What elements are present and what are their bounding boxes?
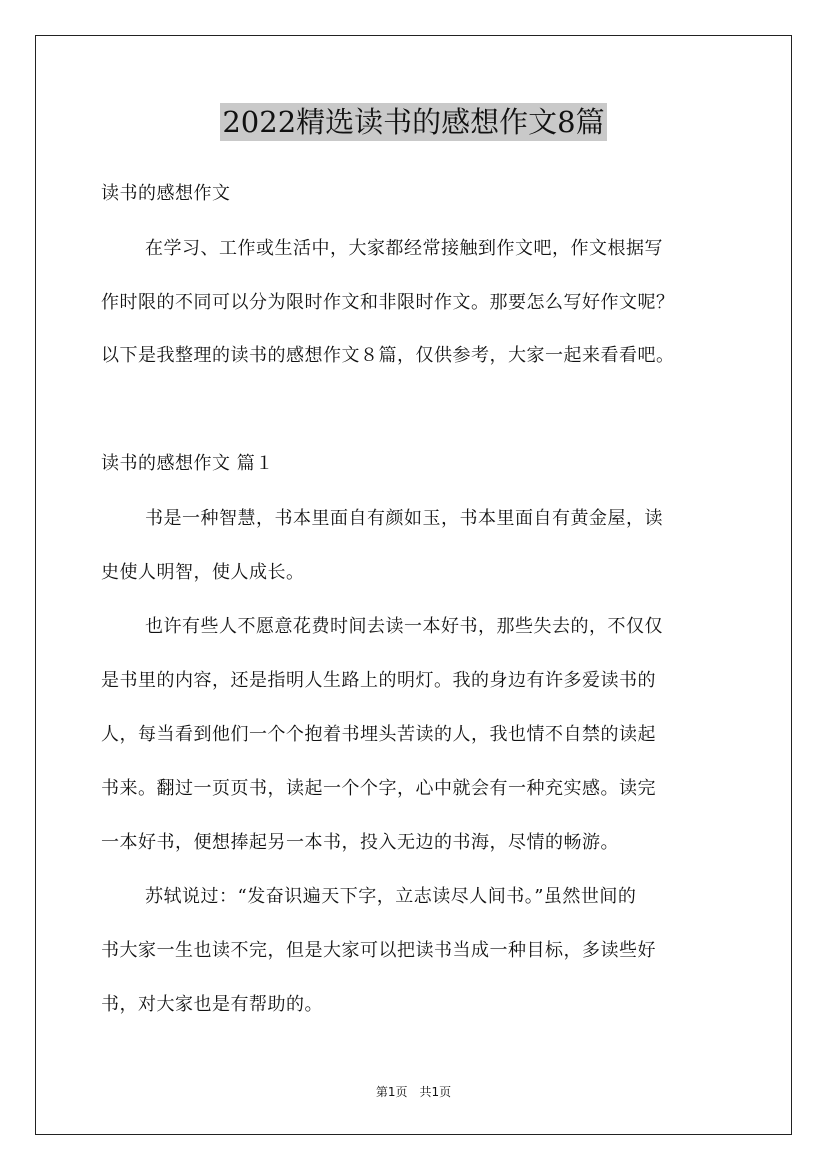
title-container [0, 103, 827, 141]
page-number-footer: 第1页 共1页 [375, 1085, 452, 1099]
intro-line: 作时限的不同可以分为限时作文和非限时作文。那要怎么写好作文呢？ [101, 292, 675, 313]
intro-line: 以下是我整理的读书的感想作文８篇，仅供参考，大家一起来看看吧。 [101, 345, 675, 366]
paragraph-line: 书来。翻过一页页书，读起一个个字，心中就会有一种充实感。读完 [101, 778, 656, 799]
paragraph-line: 书大家一生也读不完，但是大家可以把读书当成一种目标，多读些好 [101, 940, 656, 961]
intro-heading: 读书的感想作文 [101, 183, 231, 204]
paragraph-line: 是书里的内容，还是指明人生路上的明灯。我的身边有许多爱读书的 [101, 670, 656, 691]
paragraph-line: 苏轼说过：“发奋识遍天下字，立志读尽人间书。”虽然世间的 [145, 886, 637, 907]
document-title: 2022精选读书的感想作文8篇 [222, 105, 605, 139]
paragraph-line: 书是一种智慧，书本里面自有颜如玉，书本里面自有黄金屋，读 [145, 508, 663, 529]
paragraph-line: 人，每当看到他们一个个抱着书埋头苦读的人，我也情不自禁的读起 [101, 724, 656, 745]
paragraph-line: 史使人明智，使人成长。 [101, 562, 305, 583]
paragraph-line: 也许有些人不愿意花费时间去读一本好书，那些失去的，不仅仅 [145, 616, 663, 637]
paragraph-line: 书，对大家也是有帮助的。 [101, 994, 323, 1015]
intro-line: 在学习、工作或生活中，大家都经常接触到作文吧，作文根据写 [145, 238, 663, 259]
section-heading: 读书的感想作文 篇１ [101, 453, 274, 474]
paragraph-line: 一本好书，便想捧起另一本书，投入无边的书海，尽情的畅游。 [101, 832, 619, 853]
